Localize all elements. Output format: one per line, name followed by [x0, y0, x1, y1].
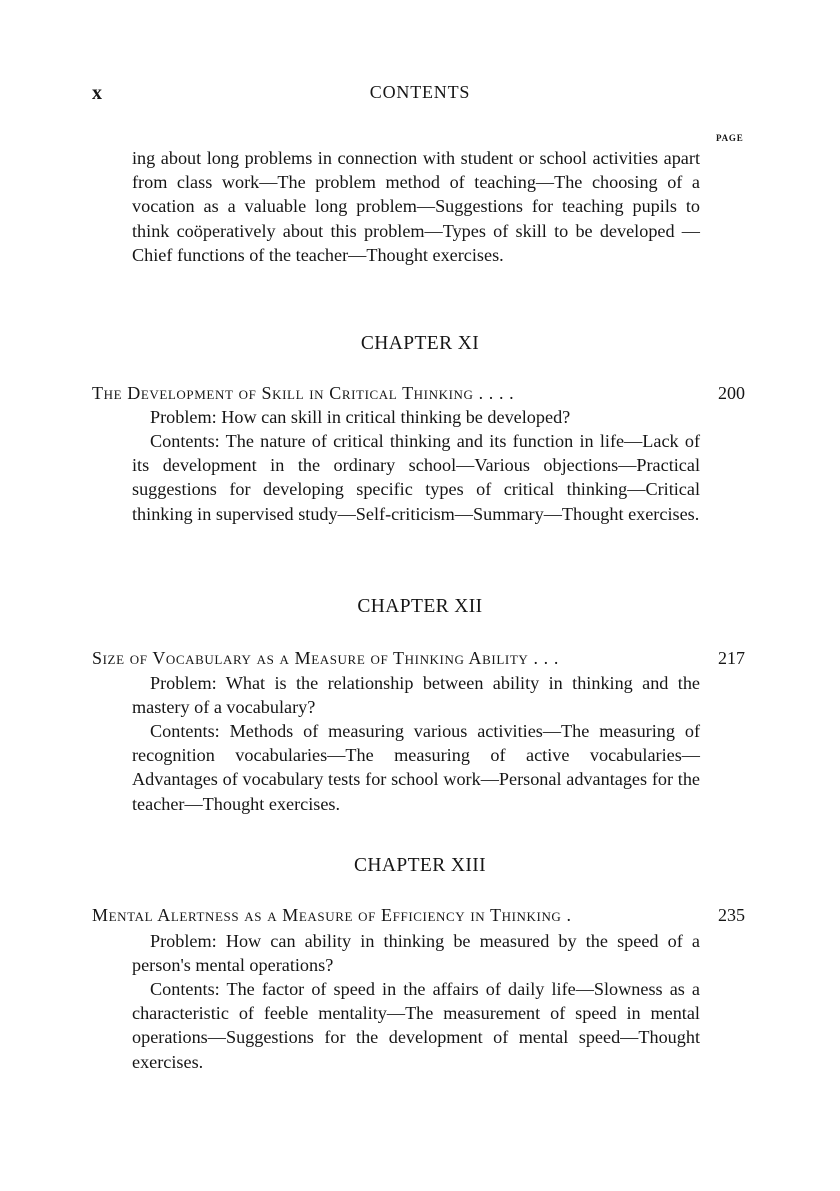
chapter-title-xiii: Mental Alertness as a Measure of Efficiency in Thinking .: [92, 905, 572, 925]
page-number-roman: x: [92, 82, 102, 104]
chapter-title-xii: Size of Vocabulary as a Measure of Thinking Ability . . .: [92, 648, 559, 668]
chapter-title-xi: The Development of Skill in Critical Thinking . . . .: [92, 383, 515, 403]
continued-contents-text: ing about long problems in connection with student or school activities apart from class work—The problem method of teaching—The choosing of a vocation as a valuable long problem—Suggestions for teaching pupils to think coöperatively about this problem—Types of skill to be developed —Chief functions of the teacher—Thought exercises.: [132, 148, 700, 265]
chapter-heading-xi: CHAPTER XI: [360, 333, 480, 354]
page-column-label: PAGE: [716, 133, 744, 143]
chapter-heading-xii: CHAPTER XII: [357, 596, 483, 617]
chapter-contents-xii: Contents: Methods of measuring various activities—The measuring of recognition vocabularies—The measuring of active vocabularies—Advantages of vocabulary tests for school work—Personal advantages for the teacher—Thought exercises.: [132, 721, 700, 814]
chapter-problem-xii: Problem: What is the relationship between ability in thinking and the mastery of a vocabulary?: [132, 673, 700, 718]
chapter-contents-xiii: Contents: The factor of speed in the affairs of daily life—Slowness as a characteristic of feeble mentality—The measurement of speed in mental operations—Suggestions for the development of mental speed—Thought exercises.: [132, 979, 700, 1072]
running-head: CONTENTS: [369, 82, 471, 102]
chapter-problem-xiii: Problem: How can ability in thinking be measured by the speed of a person's mental operations?: [132, 931, 700, 976]
chapter-page-xi: 200: [718, 383, 745, 403]
chapter-page-xii: 217: [718, 648, 745, 668]
chapter-problem-xi: Problem: How can skill in critical thinking be developed?: [150, 407, 571, 427]
chapter-page-xiii: 235: [718, 905, 745, 925]
chapter-contents-xi: Contents: The nature of critical thinking and its function in life—Lack of its development in the ordinary school—Various objections—Practical suggestions for developing specific types of critical thinking—Critical thinking in supervised study—Self-criticism—Summary—Thought exercises.: [132, 431, 700, 524]
chapter-heading-xiii: CHAPTER XIII: [353, 855, 487, 876]
